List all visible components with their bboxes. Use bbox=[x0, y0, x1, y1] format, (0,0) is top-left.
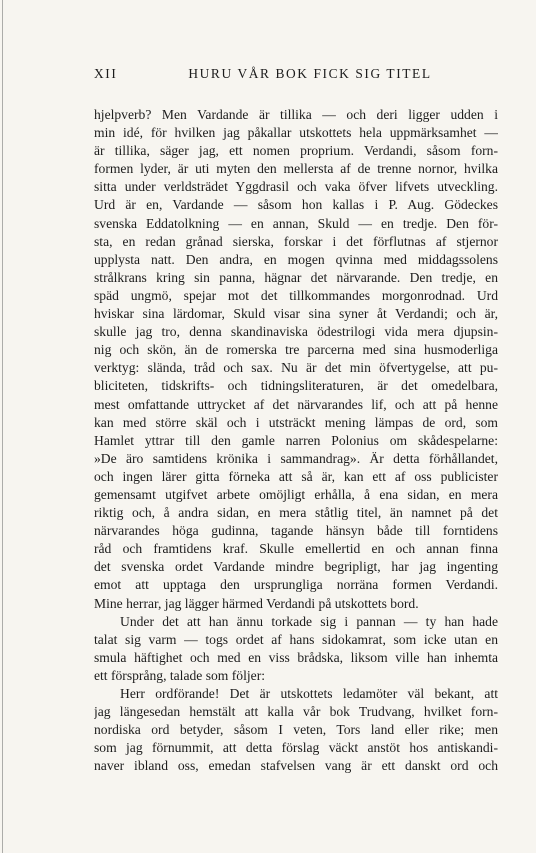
text-line: det svenska ordet Vardande mindre begripligt, har jag ingenting bbox=[94, 559, 498, 575]
text-line: Mine herrar, jag lägger härmed Verdandi på utskottets bord. bbox=[94, 595, 419, 611]
text-line: mest omfattande uttrycket af det närvarandes lif, och att på henne bbox=[94, 396, 498, 412]
text-line: nordiska ord betyder, såsom I veten, Tors land eller rike; men bbox=[94, 722, 498, 738]
text-line: som jag förnummit, att detta förslag väckt anstöt hos antiskandi- bbox=[94, 740, 498, 756]
text-line: och ingen lärer gitta förneka att så är, kan ett af oss publicister bbox=[94, 468, 498, 484]
text-line: emot att upptaga den ursprungliga norräna formen Verdandi. bbox=[94, 577, 498, 593]
text-line: skulle jag tro, denna skandinaviska ödestrilogi vida mera djupsin- bbox=[94, 324, 498, 340]
text-line: »De äro samtidens krönika i sammandrag». Är detta förhållandet, bbox=[94, 450, 498, 466]
body-text bbox=[94, 106, 498, 775]
page-number: XII bbox=[94, 66, 118, 81]
text-line: min idé, för hvilken jag påkallar utskottets hela uppmärksamhet — bbox=[94, 125, 498, 141]
page-edge-line bbox=[2, 0, 3, 853]
text-line: upplysta natt. Den andra, en mogen qvinna med middagssolens bbox=[94, 251, 498, 267]
text-line: riktig och, å andra sidan, en mera ståtlig titel, än namnet på det bbox=[94, 505, 498, 521]
text-line: svenska Eddatolkning — en annan, Skuld — en tredje. Den för- bbox=[94, 215, 498, 231]
text-line: nig och skön, än de romerska tre parcerna med sina husmoderliga bbox=[94, 342, 498, 358]
text-line: gemensamt utgifvet arbete omöjligt erhålla, å ena sidan, en mera bbox=[94, 486, 498, 502]
text-line: närvarandes höga gudinna, tagande hänsyn både till forntidens bbox=[94, 523, 498, 539]
text-line: ett försprång, talade som följer: bbox=[94, 667, 265, 683]
text-line: sta, en redan grånad sierska, forskar i det förflutnas af stjernor bbox=[94, 233, 498, 249]
text-line: kan med större skäl och i utsträckt mening lämpas de ord, som bbox=[94, 414, 498, 430]
running-title: HURU VÅR BOK FICK SIG TITEL bbox=[188, 66, 432, 81]
text-line: späd ungmö, spejar mot det tillkommandes morgonrodnad. Urd bbox=[94, 287, 498, 303]
text-line: formen lyder, är uti myten den mellersta af de trenne nornor, hvilka bbox=[94, 161, 498, 177]
text-line: hviskar sina lärdomar, Skuld visar sina syner åt Verdandi; och är, bbox=[94, 306, 498, 322]
text-line: sitta under verldsträdet Yggdrasil och vaka öfver lifvets utveckling. bbox=[94, 179, 498, 195]
text-line: naver ibland oss, emedan stafvelsen vang är ett danskt ord och bbox=[94, 758, 498, 774]
text-line: Urd är en, Vardande — såsom hon kallas i P. Aug. Gödeckes bbox=[94, 197, 498, 213]
text-line: strålkrans kring sin panna, hägnar det närvarande. Den tredje, en bbox=[94, 269, 498, 285]
text-line: hjelpverb? Men Vardande är tillika — och deri ligger udden i bbox=[94, 107, 498, 122]
page-header bbox=[94, 66, 498, 84]
text-line: talat sig varm — togs ordet af hans sidokamrat, som icke utan en bbox=[94, 631, 498, 647]
text-line: bliciteten, tidskrifts- och tidningsliteraturen, är det omedelbara, bbox=[94, 378, 498, 394]
text-line: är tillika, säger jag, ett nomen proprium. Verdandi, såsom forn- bbox=[94, 143, 498, 159]
text-line: Hamlet yttrar till den gamle narren Polonius om skådespelarne: bbox=[94, 432, 498, 448]
text-line: Under det att han ännu torkade sig i pannan — ty han hade bbox=[120, 613, 498, 629]
text-line: jag längesedan hemstält att kalla vår bok Trudvang, hvilket forn- bbox=[94, 704, 498, 720]
text-line: råd och framtidens kraf. Skulle emellertid en och annan finna bbox=[94, 541, 498, 557]
text-line: verktyg: slända, tråd och sax. Nu är det min öfvertygelse, att pu- bbox=[94, 360, 498, 376]
text-line: Herr ordförande! Det är utskottets ledamöter väl bekant, att bbox=[120, 686, 498, 701]
text-line: smula häftighet och med en viss brådska, liksom ville han inhemta bbox=[94, 649, 498, 665]
